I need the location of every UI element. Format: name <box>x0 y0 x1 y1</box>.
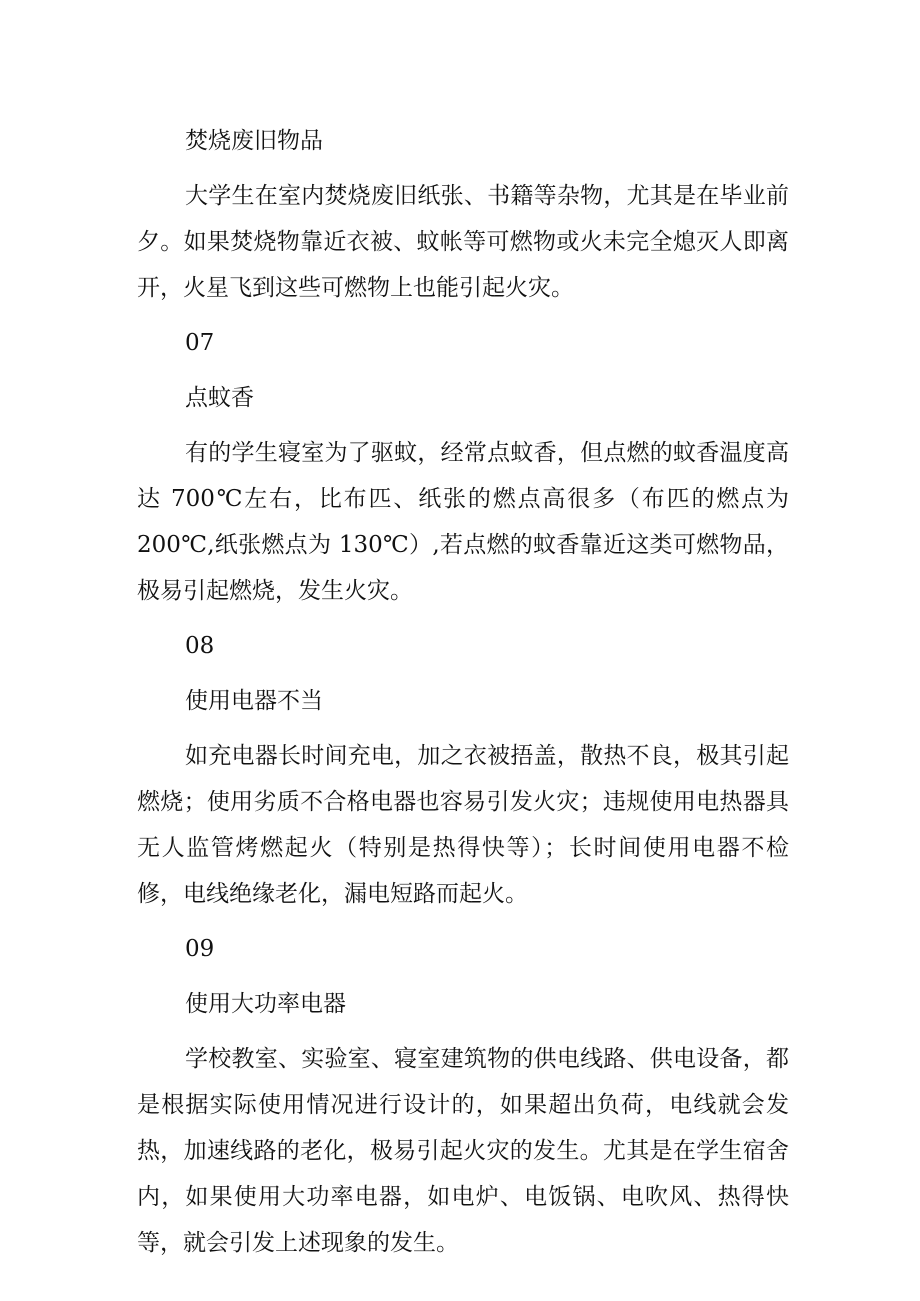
section-body: 大学生在室内焚烧废旧纸张、书籍等杂物，尤其是在毕业前夕。如果焚烧物靠近衣被、蚊帐等可燃物或火未完全熄灭人即离开，火星飞到这些可燃物上也能引起火灾。 <box>137 183 789 301</box>
section-09 <box>0 926 920 1266</box>
section-heading: 焚烧废旧物品 <box>185 128 323 154</box>
section-08 <box>0 623 920 917</box>
section-heading: 使用电器不当 <box>185 688 323 714</box>
section-body: 如充电器长时间充电，加之衣被捂盖，散热不良，极其引起燃烧；使用劣质不合格电器也容易引发火灾；违规使用电热器具无人监管烤燃起火（特别是热得快等）；长时间使用电器不检修，电线绝缘老化，漏电短路而起火。 <box>137 743 789 907</box>
section-body: 有的学生寝室为了驱蚊，经常点蚊香，但点燃的蚊香温度高达 700℃左右，比布匹、纸张的燃点高很多（布匹的燃点为200℃,纸张燃点为 130℃）,若点燃的蚊香靠近这类可燃物品，极易引起燃烧，发生火灾。 <box>137 440 789 604</box>
section-number: 09 <box>185 936 215 962</box>
section-number: 08 <box>185 633 215 659</box>
section-body: 学校教室、实验室、寝室建筑物的供电线路、供电设备，都是根据实际使用情况进行设计的，如果超出负荷，电线就会发热，加速线路的老化，极易引起火灾的发生。尤其是在学生宿舍内，如果使用大功率电器，如电炉、电饭锅、电吹风、热得快等，就会引发上述现象的发生。 <box>137 1046 789 1256</box>
section-07 <box>0 320 920 614</box>
section-burning-waste <box>0 118 920 311</box>
section-heading: 点蚊香 <box>185 385 254 411</box>
section-heading: 使用大功率电器 <box>185 991 346 1017</box>
section-number: 07 <box>185 330 215 356</box>
